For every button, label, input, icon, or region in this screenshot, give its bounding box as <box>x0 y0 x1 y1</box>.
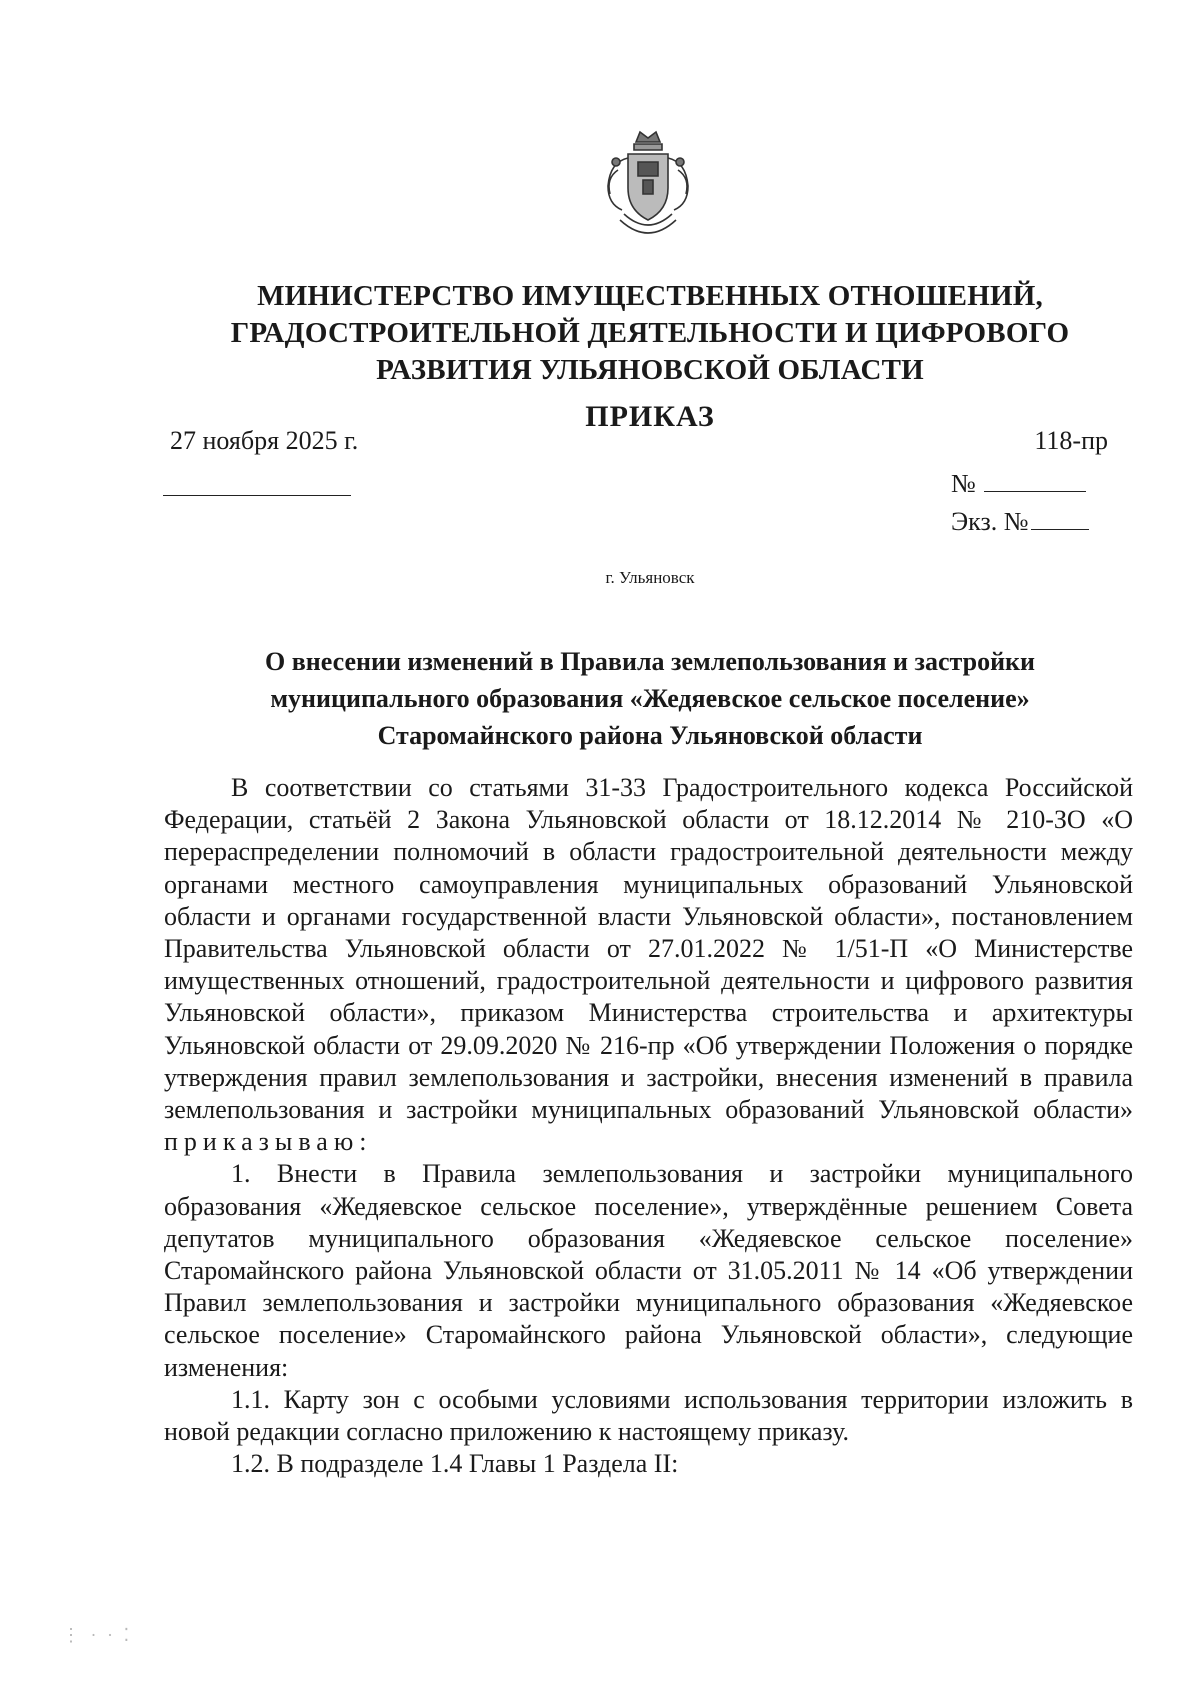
ministry-name-line-3: РАЗВИТИЯ УЛЬЯНОВСКОЙ ОБЛАСТИ <box>376 354 924 386</box>
order-word: приказываю: <box>164 1127 373 1157</box>
document-title-line-2: муниципального образования «Жедяевское сельское поселение» <box>270 684 1030 713</box>
ministry-name <box>150 278 1150 389</box>
copy-number-blank <box>1031 509 1089 530</box>
registration-block <box>951 465 1089 541</box>
copy-number-label: Экз. № <box>951 507 1029 536</box>
document-number: 118-пр <box>1034 426 1108 455</box>
item-1-1-paragraph: 1.1. Карту зон с особыми условиями использования территории изложить в новой редакции согласно приложению к настоящему приказу. <box>164 1384 1133 1447</box>
preamble-text: В соответствии со статьями 31-33 Градостроительного кодекса Российской Федерации, статьёй 2 Закона Ульяновской области от 18.12.2014 № 210-ЗО «О перераспределении полномочий в области градостроительной деятельности между органами местного самоуправления муниципальных образований Ульяновской области и органами государственной власти Ульяновской области», постановлением Правительства Ульяновской области от 27.01.2022 № 1/51-П «О Министерстве имущественных отношений, градостроительной деятельности и цифрового развития Ульяновской области», приказом Министерства строительства и архитектуры Ульяновской области от 29.09.2020 № 216-пр «Об утверждении Положения о порядке утверждения правил землепользования и застройки, внесения изменений в правила землепользования и застройки муниципальных образований Ульяновской области» <box>164 773 1133 1125</box>
registration-number-label: № <box>951 469 976 498</box>
city-name: г. Ульяновск <box>605 568 695 587</box>
scan-artifact: ⋮ · · ⁚ <box>62 1625 133 1645</box>
item-1-paragraph: 1. Внести в Правила землепользования и застройки муниципального образования «Жедяевское сельское поселение», утверждённые решением Совета депутатов муниципального образования «Жедяевское сельское поселение» Старомайнского района Ульяновской области от 31.05.2011 № 14 «Об утверждении Правил землепользования и застройки муниципального образования «Жедяевское сельское поселение» Старомайнского района Ульяновской области», следующие изменения: <box>164 1159 1133 1382</box>
registration-number-blank <box>984 471 1086 492</box>
ministry-name-line-2: ГРАДОСТРОИТЕЛЬНОЙ ДЕЯТЕЛЬНОСТИ И ЦИФРОВОГО <box>230 317 1070 349</box>
document-title-line-1: О внесении изменений в Правила землепользования и застройки <box>264 647 1036 676</box>
document-body <box>164 772 1133 1480</box>
coat-of-arms-emblem <box>600 128 696 248</box>
document-type: ПРИКАЗ <box>585 400 715 433</box>
document-date: 27 ноября 2025 г. <box>170 426 359 455</box>
item-1-2-paragraph: 1.2. В подразделе 1.4 Главы 1 Раздела II: <box>231 1449 679 1479</box>
document-title <box>150 643 1150 754</box>
document-title-line-3: Старомайнского района Ульяновской области <box>377 721 923 750</box>
blank-underline <box>163 495 351 496</box>
preamble-paragraph <box>164 772 1133 1158</box>
ministry-name-line-1: МИНИСТЕРСТВО ИМУЩЕСТВЕННЫХ ОТНОШЕНИЙ, <box>257 280 1043 312</box>
